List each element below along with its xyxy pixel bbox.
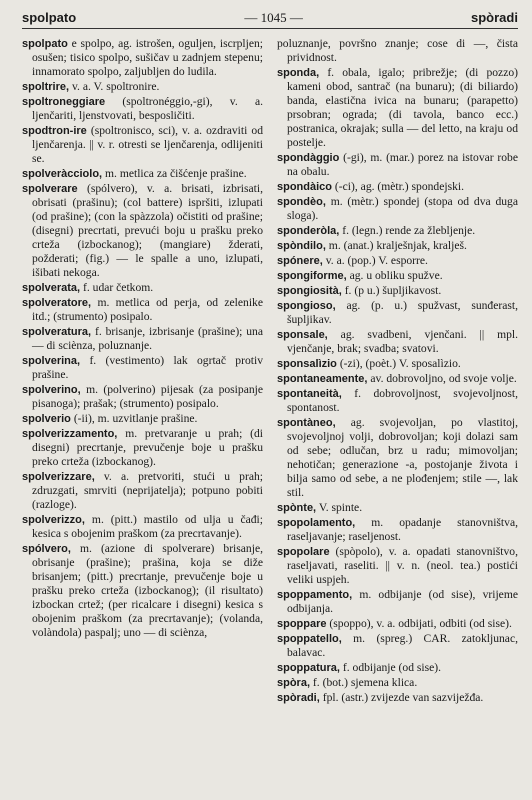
left-column <box>22 37 263 797</box>
entry-definition: (spòpolo), v. a. opadati stanovništvo, raseljavati, raseliti. || v. n. (neol. tea.) postići veliki uspjeh. <box>287 545 518 586</box>
entry-definition: (-ci), ag. (mètr.) spondejski. <box>334 180 465 193</box>
entry-definition: m. odbijanje (od sise), vrijeme odbijanja. <box>287 588 518 615</box>
entry-definition: f. (bot.) sjemena klica. <box>312 676 418 689</box>
dictionary-entry <box>277 617 518 631</box>
dictionary-entry <box>277 269 518 283</box>
entry-headword: spontàneo, <box>277 417 336 429</box>
dictionary-entry <box>22 281 263 295</box>
entry-definition: (spoltronisco, sci), v. a. ozdraviti od ljenčarenja. || v. r. otresti se ljenčarenja, odlijeniti se. <box>32 124 263 165</box>
dictionary-entry <box>277 224 518 238</box>
entry-definition: f. (legn.) rende za žlebljenje. <box>342 224 476 237</box>
dictionary-entry <box>277 661 518 675</box>
entry-definition: m. (anat.) kralješnjak, kralješ. <box>328 239 467 252</box>
page-header <box>22 10 518 29</box>
dictionary-entry <box>22 80 263 94</box>
entry-headword: sponderòla, <box>277 225 340 237</box>
dictionary-entry <box>22 513 263 541</box>
entry-headword: spolveràcciolo, <box>22 168 103 180</box>
dictionary-entry <box>22 95 263 123</box>
entry-headword: spolverata, <box>22 282 81 294</box>
entry-definition: (spoltronéggio,-gi), v. a. ljenčariti, ljenstvovati, besposličiti. <box>32 95 263 122</box>
entry-definition: V. spinte. <box>318 501 363 514</box>
dictionary-entry <box>277 180 518 194</box>
entry-headword: sponsale, <box>277 329 328 341</box>
entry-definition: f. brisanje, izbrisanje (prašine); una — di sciènza, poluznanje. <box>32 325 263 352</box>
entry-headword: spónere, <box>277 255 323 267</box>
entry-definition: v. a. pretvoriti, stući u prah; zdruzgati, smrviti (neprijatelja); potpuno pobiti (razloge). <box>32 470 263 511</box>
dictionary-entry <box>277 516 518 544</box>
entry-definition: m. (spreg.) CAR. zatokljunac, balavac. <box>287 632 518 659</box>
entry-headword: sponda, <box>277 67 320 79</box>
dictionary-entry <box>277 66 518 150</box>
entry-headword: spolverizzo, <box>22 514 85 526</box>
dictionary-entry <box>277 387 518 415</box>
entry-definition: (-zi), (poèt.) V. sposalìzio. <box>339 357 461 370</box>
entry-headword: spondàico <box>277 181 333 193</box>
dictionary-entry <box>22 542 263 640</box>
entry-definition: ag. (p. u.) spužvast, sunđerast, šupljikav. <box>287 299 518 326</box>
dictionary-entry <box>22 182 263 280</box>
dictionary-entry <box>22 412 263 426</box>
dictionary-entry <box>277 357 518 371</box>
dictionary-entry <box>277 151 518 179</box>
dictionary-entry <box>277 284 518 298</box>
dictionary-entry <box>277 195 518 223</box>
dictionary-entry <box>277 691 518 705</box>
entry-definition: m. (azione di spolverare) brisanje, obrisanje (prašine); prašina, koja se diže brisanjem; (pitt.) precrtanje, prevučenje boje u prašku preko crteža (izbockanog); (il risultato) izbockan crtež; (per ricalcare i disegni) kesica s obojenim praškom (za precrtavanje); (volanda, volàndola) paspalj; uno — di sciènza, <box>32 542 263 639</box>
dictionary-entry <box>277 37 518 65</box>
entry-headword: sponsalìzio <box>277 358 337 370</box>
dictionary-entry <box>277 632 518 660</box>
entry-definition: f. obala, igalo; pribrežje; (di pozzo) kameni obod, santrač (na bunaru); (di biliardo) banda, elastična ivica na bunaru; (parapetto) prsobran; ograda; (di tavola, banco ecc.) postranica, okrajak; sulla — del letto, na kraju od postelje. <box>287 66 518 149</box>
entry-definition: f. udar četkom. <box>83 281 154 294</box>
entry-headword: spoppare <box>277 618 327 630</box>
header-right-guideword: spòradi <box>471 10 518 25</box>
entry-definition: f. dobrovoljnost, svojevoljnost, spontanost. <box>287 387 518 414</box>
dictionary-entry <box>22 427 263 469</box>
entry-headword: spolverio <box>22 413 71 425</box>
columns <box>22 37 518 797</box>
entry-definition: v. a. V. spoltronire. <box>71 80 160 93</box>
entry-headword: spontaneità, <box>277 388 342 400</box>
entry-headword: spodtron-ire <box>22 125 87 137</box>
entry-headword: spòra, <box>277 677 311 689</box>
dictionary-entry <box>277 299 518 327</box>
entry-definition: m. (pitt.) mastilo od ulja u čađi; kesica s obojenim praškom (za precrtavanje). <box>32 513 263 540</box>
entry-headword: spolpato <box>22 38 68 50</box>
dictionary-entry <box>277 254 518 268</box>
dictionary-entry <box>277 545 518 587</box>
entry-headword: spólvero, <box>22 543 71 555</box>
entry-headword: spòndilo, <box>277 240 326 252</box>
dictionary-entry <box>22 325 263 353</box>
entry-headword: spolverizzamento, <box>22 428 118 440</box>
entry-headword: spongioso, <box>277 300 336 312</box>
entry-definition: v. a. (pop.) V. esporre. <box>325 254 428 267</box>
entry-headword: spoppatello, <box>277 633 342 645</box>
dictionary-entry <box>277 239 518 253</box>
entry-definition: m. (polverino) pijesak (za posipanje pisanoga); prašak; (strumento) posipalo. <box>32 383 263 410</box>
dictionary-entry <box>277 588 518 616</box>
entry-definition: m. metlica od perja, od zelenike itd.; (strumento) posipalo. <box>32 296 263 323</box>
entry-headword: spolverina, <box>22 355 81 367</box>
entry-headword: spoppatura, <box>277 662 340 674</box>
entry-headword: spolveratura, <box>22 326 92 338</box>
page-number: — 1045 — <box>244 10 303 25</box>
entry-definition: e spolpo, ag. istrošen, oguljen, iscrpljen; osušen; tisico spolpo, sušičav u zadnjem stepenu; innamorato spolpo, zaljubljen do ludila. <box>32 37 263 78</box>
entry-headword: spontaneamente, <box>277 373 368 385</box>
dictionary-entry <box>22 470 263 512</box>
entry-definition: (spoppo), v. a. odbijati, odbiti (od sise). <box>329 617 512 630</box>
dictionary-entry <box>22 124 263 166</box>
entry-definition: (-gi), m. (mar.) porez na istovar robe na obalu. <box>287 151 518 178</box>
dictionary-entry <box>22 383 263 411</box>
header-left-guideword: spolpato <box>22 10 77 25</box>
entry-definition: (spólvero), v. a. brisati, izbrisati, obrisati (prašinu); (col battere) ispršiti, izlupati (od prašine); (con la spàzzola) očistiti od prašine; (disegni) precrtati, prevući boju u prašku preko crteža (izbockanog); (mangiare) žderati, požderati; (fig.) — le spalle a uno, izlupati, išibati nekoga. <box>32 182 263 279</box>
entry-definition: (-ii), m. uzvitlanje prašine. <box>73 412 198 425</box>
entry-definition: m. pretvaranje u prah; (di disegni) precrtanje, prevučenje boje u prašku preko crteža (izbockanog). <box>32 427 263 468</box>
entry-headword: spoltrire, <box>22 81 70 93</box>
entry-definition: m. metlica za čišćenje prašine. <box>105 167 247 180</box>
entry-definition: m. opadanje stanovništva, raseljavanje; raseljenost. <box>287 516 518 543</box>
entry-headword: spòradi, <box>277 692 320 704</box>
entry-definition: ag. svadbeni, vjenčani. || mpl. vjenčanje, brak; svadba; svatovi. <box>287 328 518 355</box>
dictionary-entry <box>277 372 518 386</box>
entry-headword: spònte, <box>277 502 317 514</box>
entry-definition: m. (mètr.) spondej (stopa od dva duga sloga). <box>287 195 518 222</box>
entry-headword: spolverizzare, <box>22 471 95 483</box>
dictionary-entry <box>22 167 263 181</box>
entry-definition: fpl. (astr.) zvijezde van sazviježđa. <box>322 691 484 704</box>
entry-definition: av. dobrovoljno, od svoje volje. <box>370 372 517 385</box>
entry-headword: spolverino, <box>22 384 81 396</box>
entry-definition: f. odbijanje (od sise). <box>342 661 442 674</box>
entry-definition: f. (vestimento) lak ogrtač protiv prašine. <box>32 354 263 381</box>
dictionary-entry <box>277 501 518 515</box>
dictionary-entry <box>277 328 518 356</box>
dictionary-entry <box>277 416 518 500</box>
entry-headword: spolveratore, <box>22 297 92 309</box>
entry-headword: spoltroneggiare <box>22 96 106 108</box>
entry-definition: f. (p u.) šupljikavost. <box>344 284 442 297</box>
entry-headword: spopolamento, <box>277 517 356 529</box>
entry-definition: poluznanje, površno znanje; cose di —, čista prividnost. <box>277 37 518 64</box>
entry-headword: spoppamento, <box>277 589 353 601</box>
entry-headword: spondèo, <box>277 196 326 208</box>
entry-headword: spopolare <box>277 546 330 558</box>
dictionary-entry <box>22 37 263 79</box>
dictionary-entry <box>22 354 263 382</box>
entry-definition: ag. svojevoljan, po vlastitoj, svojevoljnoj volji, dobrovoljan; koji dolazi sam od sebe; odlučan, brz u radu; mimovoljan; nehotičan; generazione -a, postojanje života i bilja samo od sebe, a ne plođenjem; stile —, lak stil. <box>287 416 518 499</box>
entry-headword: spondàggio <box>277 152 340 164</box>
right-column <box>277 37 518 797</box>
entry-headword: spongiosità, <box>277 285 342 297</box>
entry-headword: spolverare <box>22 183 78 195</box>
entry-definition: ag. u obliku spužve. <box>349 269 443 282</box>
dictionary-entry <box>22 296 263 324</box>
entry-headword: spongiforme, <box>277 270 347 282</box>
dictionary-entry <box>277 676 518 690</box>
